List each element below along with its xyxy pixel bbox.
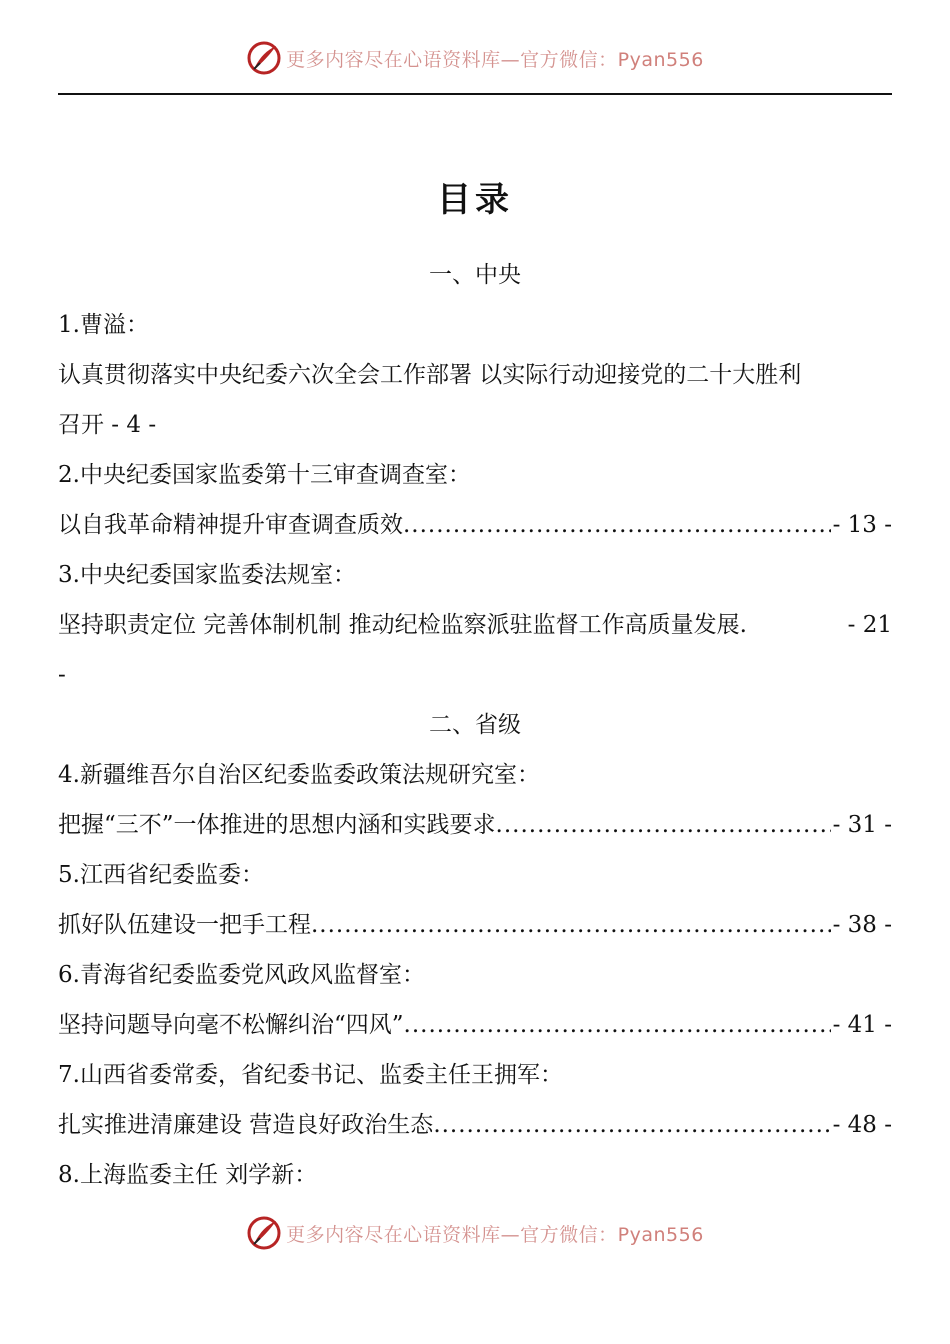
section-heading: 二、省级 [429,712,521,738]
toc-entry[interactable] [58,1000,892,1050]
leader-dots [311,900,831,950]
toc-title: 坚持问题导向毫不松懈纠治“四风” [58,1012,404,1038]
toc-title-continued: - [58,662,66,688]
toc-title: 把握“三不”一体推进的思想内涵和实践要求 [58,812,496,838]
feather-pen-logo-icon [246,1215,282,1251]
toc-author: 2.中央纪委国家监委第十三审查调查室： [58,462,471,488]
toc-page-number: - 21 [847,612,892,638]
toc-author: 5.江西省纪委监委： [58,862,264,888]
toc-entry[interactable] [58,800,892,850]
toc-entry[interactable] [58,600,892,650]
header-banner [0,38,950,78]
toc-page-number: - 38 - [832,912,892,938]
toc-author: 4.新疆维吾尔自治区纪委监委政策法规研究室： [58,762,540,788]
toc-entry[interactable] [58,1100,892,1150]
section-heading: 一、中央 [429,262,521,288]
toc-entry[interactable] [58,900,892,950]
toc-title: 抓好队伍建设一把手工程 [58,912,311,938]
toc-page-number: - 13 - [832,512,892,538]
feather-pen-logo-icon [246,40,282,76]
leader-dots [433,1100,830,1150]
toc-title[interactable]: 认真贯彻落实中央纪委六次全会工作部署 以实际行动迎接党的二十大胜利 [58,362,802,388]
toc-author: 3.中央纪委国家监委法规室： [58,562,356,588]
page-title: 目录 [437,180,513,220]
toc-page-number: - 48 - [832,1112,892,1138]
toc-title: 以自我革命精神提升审查调查质效 [58,512,403,538]
header-rule [58,93,892,95]
toc-author: 1.曹溢： [58,312,149,338]
banner-text: 更多内容尽在心语资料库—官方微信：Pyan556 [286,1223,704,1246]
toc-page-number: - 41 - [832,1012,892,1038]
footer-banner [0,1213,950,1253]
toc-page-number: - 31 - [832,812,892,838]
table-of-contents [58,250,892,1200]
toc-title: 坚持职责定位 完善体制机制 推动纪检监察派驻监督工作高质量发展. [58,612,747,638]
leader-dots [403,500,831,550]
leader-dots [404,1000,831,1050]
toc-author: 7.山西省委常委，省纪委书记、监委主任王拥军： [58,1062,563,1088]
toc-title-continued[interactable]: 召开 - 4 - [58,412,157,438]
banner-text: 更多内容尽在心语资料库—官方微信：Pyan556 [286,48,704,71]
toc-entry[interactable] [58,500,892,550]
leader-dots [496,800,831,850]
toc-title: 扎实推进清廉建设 营造良好政治生态 [58,1112,434,1138]
toc-author: 8.上海监委主任 刘学新： [58,1162,318,1188]
toc-author: 6.青海省纪委监委党风政风监督室： [58,962,425,988]
